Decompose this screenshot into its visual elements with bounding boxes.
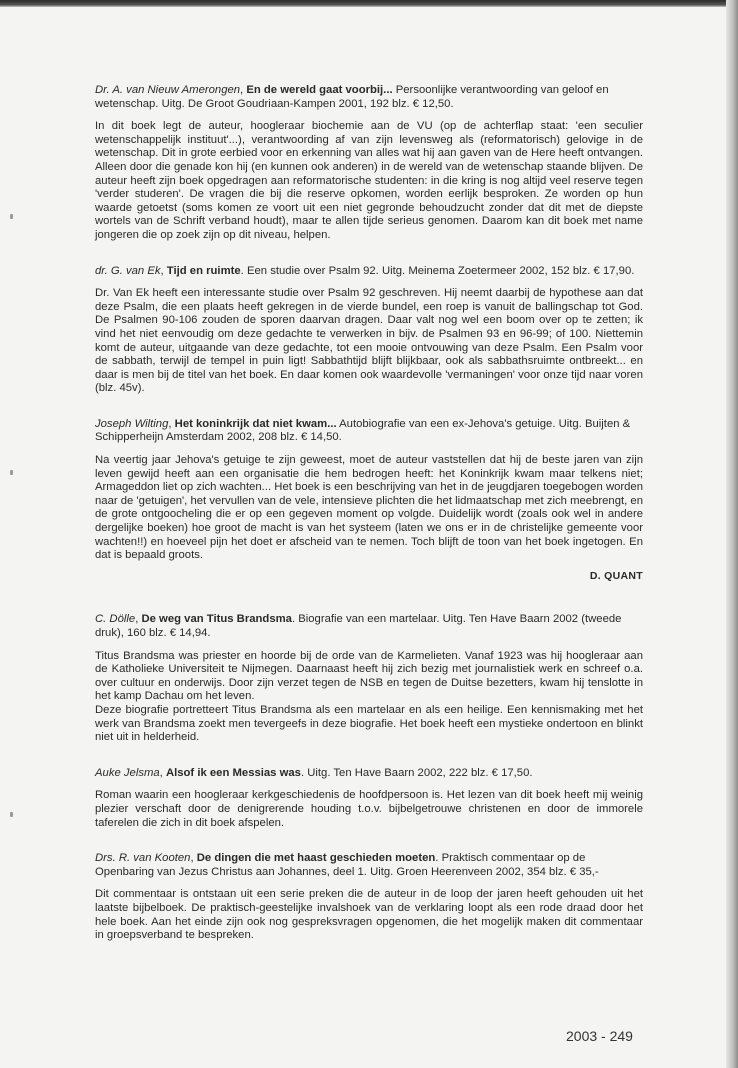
review-column: [95, 84, 643, 965]
review-author: Joseph Wilting: [95, 417, 169, 430]
margin-mark: [10, 812, 13, 817]
review-title: Tijd en ruimte: [166, 264, 241, 277]
review-heading: Dr. A. van Nieuw Amerongen, En de wereld gaat voorbij... Persoonlijke verantwoording van geloof en wetenschap. Uitg. De Groot Goudriaan-Kampen 2001, 192 blz. € 12,50.: [95, 84, 609, 110]
review-paragraph: Titus Brandsma was priester en hoorde bij de orde van de Karmelieten. Vanaf 1923 was hij hoogleraar aan de Katholieke Universiteit te Nijmegen. Daarnaast heeft hij zich bezig met journalistiek werk en schreef o.a. over cultuur en onderwijs. Door zijn verzet tegen de NSB en tegen de Duitse bezetters, kwam hij tenslotte in het kamp Dachau om het leven.: [95, 649, 643, 703]
margin-mark: [10, 470, 13, 475]
review-paragraph: Roman waarin een hoogleraar kerkgeschiedenis de hoofdpersoon is. Het lezen van dit boek heeft mij weinig plezier verschaft door de denigrerende houding t.o.v. bijbelgetrouwe christenen en door de immorele taferelen die zich in dit boek afspelen.: [95, 789, 643, 829]
review-van-kooten: [95, 852, 643, 943]
review-details: Autobiografie van een ex-Jehova's getuige. Uitg. Buijten & Schipperheijn Amsterdam 2002, 208 blz. € 14,50.: [95, 417, 631, 444]
review-nieuw-amerongen: [95, 84, 643, 243]
review-wilting: [95, 418, 643, 584]
review-title: Alsof ik een Messias was: [165, 766, 301, 779]
review-paragraph: Dit commentaar is ontstaan uit een serie preken die de auteur in de loop der jaren heeft gehouden uit het laatste bijbelboek. De praktisch-geestelijke invalshoek van de verklaring loopt als een rode draad door het hele boek. Aan het einde zijn ook nog gespreksvragen opgenomen, die het mogelijk maken dit commentaar in groepsverband te bespreken.: [95, 888, 643, 942]
review-author: Auke Jelsma: [95, 766, 160, 779]
review-details: . Praktisch commentaar op de Openbaring van Jezus Christus aan Johannes, deel 1. Uitg. Groen Heerenveen 2002, 354 blz. € 35,-: [95, 852, 599, 878]
review-heading: C. Dölle, De weg van Titus Brandsma. Biografie van een martelaar. Uitg. Ten Have Baarn 2002 (tweede druk), 160 blz. € 14,94.: [95, 613, 622, 639]
review-heading: Drs. R. van Kooten, De dingen die met haast geschieden moeten. Praktisch commentaar op de Openbaring van Jezus Christus aan Johannes, deel 1. Uitg. Groen Heerenveen 2002, 354 blz. € 35,-: [95, 852, 599, 878]
review-title: En de wereld gaat voorbij...: [246, 84, 393, 96]
review-jelsma: [95, 767, 643, 830]
review-author: C. Dölle: [95, 613, 136, 626]
review-title: De weg van Titus Brandsma: [141, 613, 292, 626]
review-heading: dr. G. van Ek, Tijd en ruimte. Een studie over Psalm 92. Uitg. Meinema Zoetermeer 2002, 152 blz. € 17,90.: [95, 264, 635, 277]
reviewer-signature: D. QUANT: [589, 569, 643, 582]
review-paragraph: Na veertig jaar Jehova's getuige te zijn geweest, moet de auteur vaststellen dat hij de beste jaren van zijn leven gewijd heeft aan een organisatie die hem bedrogen heeft: het Koninkrijk kwam maar telkens niet; Armageddon liet op zich wachten... Het boek is een beschrijving van het in de jeugdjaren toegebogen worden naar de 'getuigen', het vervullen van de vele, intensieve plichten die het lidmaatschap met zich meebrengt, en de grote ontgoocheling die er op een gegeven moment op volgde. Duidelijk wordt (zoals ook wel in andere dergelijke boeken) hoe groot de macht is van het systeem (laten we ons er in de christelijke gemeente voor wachten!!) en hoeveel pijn het doet er afscheid van te nemen. Toch blijft de toon van het boek ingetogen. En dat is bepaald groots.: [95, 454, 643, 562]
review-van-ek: [95, 265, 643, 396]
review-paragraph: Dr. Van Ek heeft een interessante studie over Psalm 92 geschreven. Hij neemt daarbij de hypothese aan dat deze Psalm, die een plaats heeft gekregen in de vierde bundel, een roep is vanuit de ballingschap tot God. De Psalmen 90-106 zouden de sporen daarvan dragen. Daar valt nog wel een boom over op te zetten; ik vind het niet eenvoudig om deze gedachte te verwerken in bijv. de Psalmen 93 en 96-99; of 100. Niettemin komt de auteur, uitgaande van deze gedachte, tot een mooie ontvouwing van deze Psalm. Een Psalm voor de sabbath, terwijl de tempel in puin ligt! Sabbathtijd blijft blijkbaar, ook als sabbathsruimte ontbreekt... en daar is men bij de titel van het boek. En daar komen ook waardevolle 'vermaningen' voor onze tijd naar voren (blz. 45v).: [95, 287, 643, 395]
review-paragraph: In dit boek legt de auteur, hoogleraar biochemie aan de VU (op de achterflap staat: 'een seculier wetenschappelijk instituut'...), verantwoording af van zijn levensweg als (reformatorisch) gelovige in de wetenschap. Dit in grote eerbied voor en erkenning van alles wat hij aan gaven van de Here heeft ontvangen. Alleen door die genade kon hij (en kunnen ook anderen) in de wereld van de wetenschap staande blijven. De auteur heeft zijn boek opgedragen aan reformatorische studenten: in die kring is nog altijd veel reserve tegen 'verder studeren'. De vragen die bij die reserve opkomen, worden eerlijk besproken. Ze worden op hun waarde getoetst (soms komen ze voort uit een niet gegronde behoudzucht zonder dat dit met de diepste wortels van de Schrift verband houdt), maar te allen tijde serieus genomen. Daarom kan dit boek met name jongeren die op zoek zijn op dit niveau, helpen.: [95, 120, 643, 241]
review-heading: Joseph Wilting, Het koninkrijk dat niet kwam... Autobiografie van een ex-Jehova's getuige. Uitg. Buijten & Schipperheijn Amsterdam 2002, 208 blz. € 14,50.: [95, 417, 631, 444]
review-author: dr. G. van Ek: [95, 264, 161, 277]
review-author: Drs. R. van Kooten: [95, 852, 191, 865]
scan-top-edge: [0, 0, 738, 7]
review-paragraph: Deze biografie portretteert Titus Brandsma als een martelaar en als een heilige. Een kennismaking met het werk van Brandsma zoekt men tevergeefs in deze biografie. Het boek heeft een mystieke ondertoon en blinkt niet uit in helderheid.: [95, 703, 643, 744]
review-details: Persoonlijke verantwoording van geloof en wetenschap. Uitg. De Groot Goudriaan-Kampen 2001, 192 blz. € 12,50.: [95, 84, 609, 110]
page-number: 2003 - 249: [566, 1028, 633, 1044]
review-details: . Een studie over Psalm 92. Uitg. Meinema Zoetermeer 2002, 152 blz. € 17,90.: [240, 264, 635, 277]
review-author: Dr. A. van Nieuw Amerongen: [95, 84, 241, 96]
review-details: . Biografie van een martelaar. Uitg. Ten Have Baarn 2002 (tweede druk), 160 blz. € 14,94.: [95, 613, 622, 639]
review-dolle: [95, 613, 643, 744]
review-details: . Uitg. Ten Have Baarn 2002, 222 blz. € 17,50.: [300, 766, 533, 779]
margin-mark: [10, 214, 13, 219]
review-title: De dingen die met haast geschieden moeten: [196, 852, 436, 865]
review-title: Het koninkrijk dat niet kwam...: [174, 417, 337, 430]
scan-right-edge: [726, 0, 738, 1068]
review-heading: Auke Jelsma, Alsof ik een Messias was. Uitg. Ten Have Baarn 2002, 222 blz. € 17,50.: [95, 766, 533, 779]
